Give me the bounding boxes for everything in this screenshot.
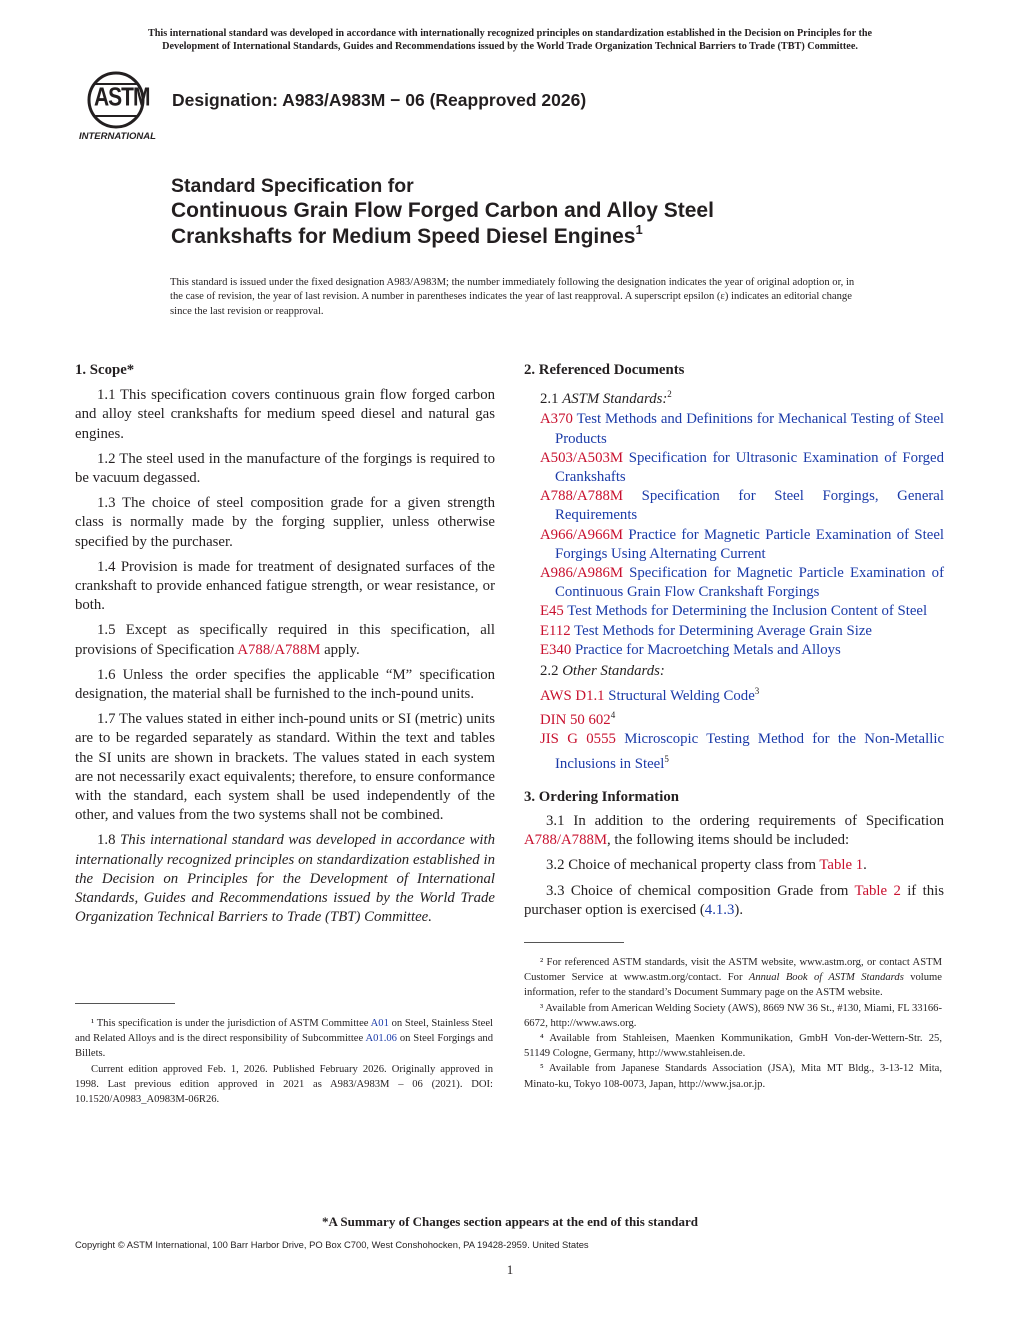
- title-line-3: [171, 224, 714, 250]
- reference-title-link[interactable]: Practice for Magnetic Particle Examination of Steel Forgings Using Alternating Current: [555, 526, 944, 562]
- para-1-5: [75, 621, 495, 659]
- reference-title-link[interactable]: Test Methods for Determining Average Grain Size: [574, 622, 872, 639]
- other-label-number: 2.2: [540, 662, 563, 679]
- reference-item: [524, 730, 944, 773]
- para-1-8-text: This international standard was developed in accordance with internationally recognized principles on standardization established in the Decision on Principles for the Development of International Standards, Guides and Recommendations issued by the World Trade Organization Technical Barriers to Trade (TBT) Committee.: [75, 832, 495, 926]
- reference-title-link[interactable]: Specification for Magnetic Particle Examination of Continuous Grain Flow Crankshaft Forgings: [555, 564, 944, 601]
- reference-item: [524, 487, 944, 525]
- para-1-8: [75, 831, 495, 927]
- notice-line-2: Development of International Standards, Guides and Recommendations issued by the World Trade Organization Technical Barriers to Trade (TBT) Committee.: [162, 41, 858, 52]
- fn1-end: on Steel Forgings and Billets.: [75, 1033, 493, 1060]
- reference-code-link[interactable]: JIS G 0555: [540, 731, 616, 748]
- scope-heading: 1. Scope*: [75, 362, 135, 378]
- astm-reference-list: [524, 410, 944, 660]
- link-section-4-1-3[interactable]: 4.1.3: [704, 901, 735, 918]
- reference-code-link[interactable]: A966/A966M: [540, 526, 624, 543]
- fixed-designation-note: This standard is issued under the fixed designation A983/A983M; the number immediately following the designation indicates the year of original adoption or, in the case of revision, the year of last revision. A number in parentheses indicates the year of last reapproval. A superscript epsilon (ε) indicates an editorial change since the last revision or reapproval.: [170, 277, 855, 317]
- astm-label-number: 2.1: [540, 391, 563, 408]
- reference-item: [524, 410, 944, 448]
- reference-title-link[interactable]: Test Methods and Definitions for Mechanical Testing of Steel Products: [555, 411, 945, 447]
- ordering-heading: 3. Ordering Information: [524, 788, 679, 805]
- left-column: [75, 361, 495, 933]
- document-title: [171, 174, 714, 250]
- left-footnote-rule: [75, 1003, 175, 1004]
- para-1-8-number: 1.8: [97, 832, 121, 849]
- reference-item: [524, 706, 944, 730]
- para-1-5-end: apply.: [320, 641, 360, 658]
- title-line-3-text: Crankshafts for Medium Speed Diesel Engines: [171, 225, 636, 248]
- other-standards-label: [540, 662, 944, 681]
- page-number: 1: [506, 1262, 514, 1277]
- reference-code-link[interactable]: A370: [540, 411, 573, 428]
- astm-label-text: ASTM Standards:: [562, 391, 668, 408]
- reference-title-link[interactable]: Microscopic Testing Method for the Non-Metallic Inclusions in Steel: [555, 731, 945, 772]
- fn2-text: ² For referenced ASTM standards, visit the ASTM website, www.astm.org, or contact ASTM Customer Service at www.astm.org/contact. For: [524, 957, 942, 984]
- footnote-3: ³ Available from American Welding Society (AWS), 8669 NW 36 St., #130, Miami, FL 33166-6672, http://www.aws.org.: [524, 1002, 942, 1029]
- reference-code-link[interactable]: A986/A986M: [540, 564, 624, 581]
- title-line-2: Continuous Grain Flow Forged Carbon and Alloy Steel: [171, 199, 714, 222]
- astm-standards-label: [540, 385, 944, 409]
- para-3-1-text: 3.1 In addition to the ordering requirements of Specification: [546, 812, 944, 829]
- link-a01[interactable]: A01: [370, 1018, 389, 1029]
- para-3-3: [524, 882, 944, 920]
- reference-item: [524, 602, 944, 621]
- para-1-1: 1.1 This specification covers continuous grain flow forged carbon and alloy steel crankshafts for medium speed diesel and natural gas engines.: [75, 387, 495, 442]
- summary-of-changes-note: *A Summary of Changes section appears at the end of this standard: [322, 1214, 698, 1229]
- reference-footnote-mark: 3: [754, 686, 760, 697]
- other-label-text: Other Standards:: [562, 662, 665, 679]
- footnote-4: ⁴ Available from Stahleisen, Maenken Kommunikation, GmbH Von-der-Wettern-Str. 25, 51149 Cologne, Germany, http://www.stahleisen.de.: [524, 1033, 942, 1060]
- para-3-1-end: , the following items should be included:: [607, 832, 850, 849]
- link-table-2[interactable]: Table 2: [854, 882, 901, 899]
- notice-line-1: This international standard was developed in accordance with internationally recognized principles on standardization established in the Decision on Principles for the: [147, 28, 873, 39]
- reference-code-link[interactable]: E340: [540, 641, 572, 658]
- title-line-1: Standard Specification for: [171, 175, 414, 197]
- para-1-2: 1.2 The steel used in the manufacture of the forgings is required to be vacuum degassed.: [75, 450, 495, 487]
- para-3-3-mid: if this purchaser option is exercised (: [524, 882, 944, 918]
- footnote-2: [524, 955, 942, 1001]
- reference-title-link[interactable]: Specification for Ultrasonic Examination of Forged Crankshafts: [555, 449, 945, 485]
- para-3-1: [524, 812, 944, 850]
- link-a788[interactable]: A788/A788M: [237, 641, 321, 658]
- reference-footnote-mark: 4: [610, 710, 616, 721]
- reference-code-link[interactable]: E112: [540, 622, 571, 639]
- title-footnote-mark: 1: [635, 222, 643, 237]
- para-1-5-text: 1.5 Except as specifically required in this specification, all provisions of Specification: [75, 622, 495, 658]
- astm-label-sup: 2: [667, 389, 672, 400]
- astm-logo: [74, 70, 164, 144]
- reference-footnote-mark: 5: [664, 753, 669, 764]
- reference-item: [524, 682, 944, 706]
- reference-code-link[interactable]: A788/A788M: [540, 488, 624, 505]
- para-3-2: [524, 856, 944, 875]
- para-1-7: 1.7 The values stated in either inch-pound units or SI (metric) units are to be regarded separately as standard. Within the text and tables the SI units are shown in brackets. The values stated in each system are not necessarily exact equivalents; therefore, to ensure conformance with the standard, each system shall be used independently of the other, and values from the two systems shall not be combined.: [75, 711, 495, 824]
- logo-sub: INTERNATIONAL: [79, 131, 156, 142]
- fn2-end: volume information, refer to the standard’s Document Summary page on the ASTM website.: [524, 972, 942, 999]
- other-reference-list: [524, 682, 944, 774]
- link-a788-ordering[interactable]: A788/A788M: [524, 832, 608, 849]
- fn2-italic: Annual Book of ASTM Standards: [748, 972, 904, 984]
- link-a01-06[interactable]: A01.06: [365, 1033, 397, 1045]
- reference-item: [524, 622, 944, 641]
- reference-code-link[interactable]: DIN 50 602: [540, 712, 611, 729]
- left-footnotes: [75, 1016, 493, 1107]
- para-3-3-end: ).: [734, 901, 744, 918]
- footnote-1-edition: Current edition approved Feb. 1, 2026. Published February 2026. Originally approved in 1998. Last previous edition approved in 2021 as A983/A983M – 06 (2021). DOI: 10.1520/A0983_A0983M-06R26.: [75, 1063, 493, 1106]
- fn1-text: ¹ This specification is under the jurisdiction of ASTM Committee: [91, 1018, 371, 1029]
- reference-item: [524, 449, 944, 487]
- reference-code-link[interactable]: A503/A503M: [540, 449, 624, 466]
- link-table-1[interactable]: Table 1: [819, 857, 864, 874]
- reference-code-link[interactable]: AWS D1.1: [540, 688, 605, 705]
- reference-item: [524, 526, 944, 564]
- tbt-notice: [60, 27, 960, 53]
- reference-title-link[interactable]: Practice for Macroetching Metals and Alloys: [574, 641, 841, 658]
- para-1-6: 1.6 Unless the order specifies the applicable “M” specification designation, the material shall be furnished to the inch-pound units.: [75, 666, 495, 703]
- copyright: Copyright © ASTM International, 100 Barr Harbor Drive, PO Box C700, West Conshohocken, PA 19428-2959. United States: [75, 1239, 589, 1250]
- reference-title-link[interactable]: Specification for Steel Forgings, General Requirements: [555, 488, 944, 524]
- reference-title-link[interactable]: Structural Welding Code: [608, 688, 755, 705]
- para-3-2-end: .: [863, 857, 867, 874]
- reference-title-link[interactable]: Test Methods for Determining the Inclusion Content of Steel: [567, 603, 928, 620]
- right-column: [524, 361, 944, 926]
- reference-code-link[interactable]: E45: [540, 603, 564, 620]
- right-footnotes: [524, 955, 942, 1092]
- referenced-heading: 2. Referenced Documents: [524, 362, 685, 378]
- designation: Designation: A983/A983M − 06 (Reapproved 2026): [172, 90, 587, 110]
- reference-item: [524, 564, 944, 602]
- footnote-5: ⁵ Available from Japanese Standards Association (JSA), Mita MT Bldg., 3-13-12 Mita, Minato-ku, Tokyo 108-0073, Japan, http://www.jsa.or.jp.: [524, 1063, 942, 1090]
- footnote-1: [75, 1016, 493, 1062]
- para-1-3: 1.3 The choice of steel composition grade for a given strength class is normally made by the forging supplier, unless otherwise specified by the purchaser.: [75, 495, 495, 550]
- fn1-mid: on Steel, Stainless Steel and Related Alloys and is the direct responsibility of Subcommittee: [75, 1018, 493, 1045]
- para-3-3-text: 3.3 Choice of chemical composition Grade from: [546, 882, 855, 899]
- right-footnote-rule: [524, 942, 624, 943]
- para-3-2-text: 3.2 Choice of mechanical property class from: [546, 857, 820, 874]
- logo-mark: ASTM: [94, 83, 150, 112]
- para-1-4: 1.4 Provision is made for treatment of designated surfaces of the crankshaft to provide enhanced fatigue strength, or wear resistance, or both.: [75, 558, 495, 614]
- reference-item: [524, 641, 944, 660]
